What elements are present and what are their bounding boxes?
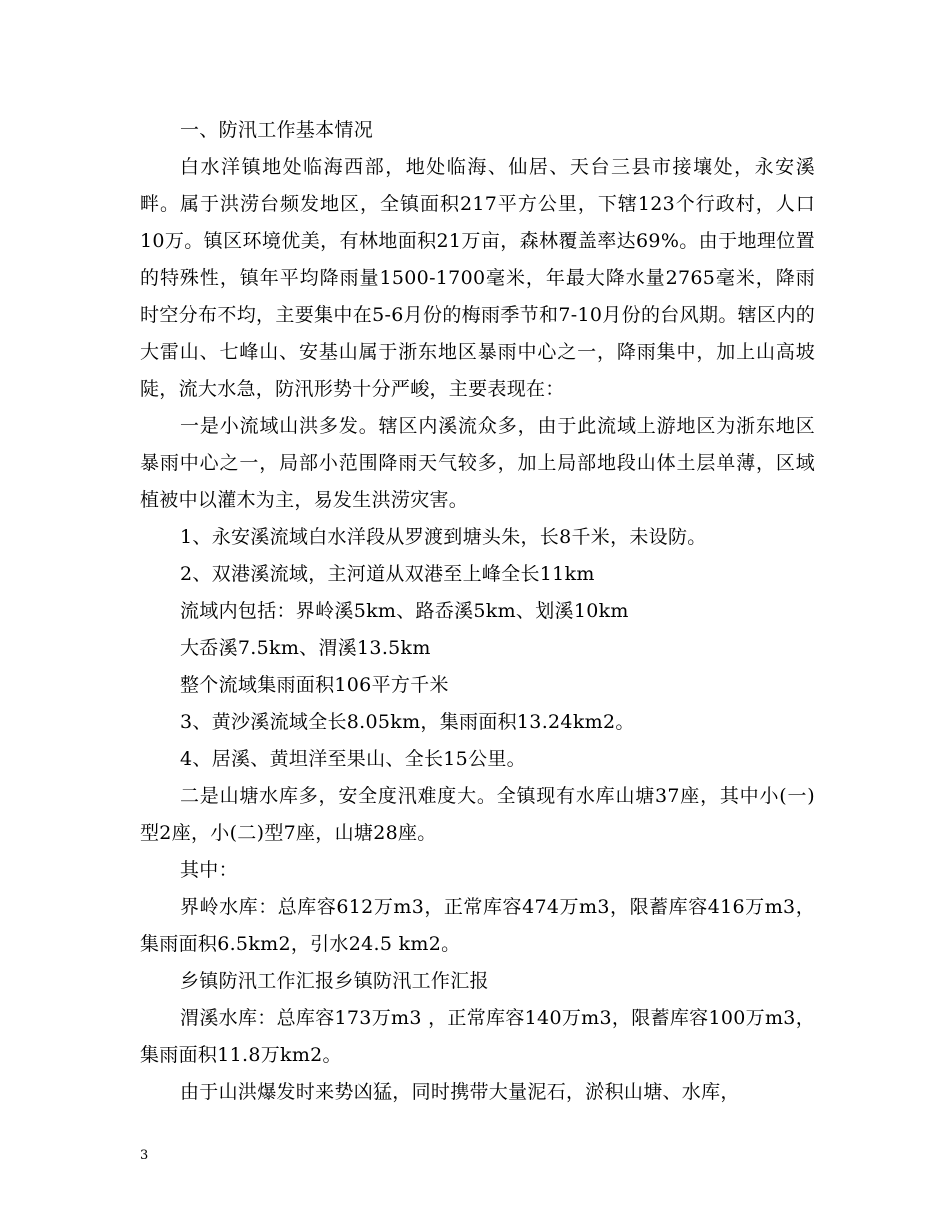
paragraph-point-one: 一是小流域山洪多发。辖区内溪流众多，由于此流域上游地区为浙东地区暴雨中心之一，局部小范围降雨天气较多，加上局部地段山体土层单薄，区域植被中以灌木为主，易发生洪涝灾害。: [140, 415, 815, 511]
paragraph-flash-flood: 由于山洪爆发时来势凶猛，同时携带大量泥石，淤积山塘、水库，: [180, 1081, 740, 1103]
list-item-shuanggang-stream: 2、双港溪流域，主河道从双港至上峰全长11km: [180, 563, 595, 585]
paragraph-report-title-repeat: 乡镇防汛工作汇报乡镇防汛工作汇报: [180, 970, 489, 992]
paragraph-point-two: 二是山塘水库多，安全度汛难度大。全镇现有水库山塘37座，其中小(一)型2座，小(二)型7座，山塘28座。: [140, 785, 815, 844]
list-item-yongan-stream: 1、永安溪流域白水洋段从罗渡到塘头朱，长8千米，未设防。: [180, 526, 707, 548]
paragraph-weixi-reservoir: 渭溪水库：总库容173万m3 ，正常库容140万m3，限蓄库容100万m3，集雨面积11.8万km2。: [140, 1007, 815, 1066]
list-item-huangsha-stream: 3、黄沙溪流域全长8.05km，集雨面积13.24km2。: [180, 711, 635, 733]
section-heading: 一、防汛工作基本情况: [180, 119, 374, 141]
body-text: [140, 112, 815, 1111]
page-number: 3: [140, 1148, 149, 1163]
paragraph-tributaries-continued: 大岙溪7.5km、渭溪13.5km: [180, 637, 431, 659]
paragraph-tributaries: 流域内包括：界岭溪5km、路岙溪5km、划溪10km: [180, 600, 629, 622]
paragraph-among-them: 其中：: [180, 859, 238, 881]
paragraph-catchment-area: 整个流域集雨面积106平方千米: [180, 674, 449, 696]
paragraph-jieling-reservoir: 界岭水库：总库容612万m3，正常库容474万m3，限蓄库容416万m3，集雨面积6.5km2，引水24.5 km2。: [140, 896, 815, 955]
paragraph-overview: 白水洋镇地处临海西部，地处临海、仙居、天台三县市接壤处，永安溪畔。属于洪涝台频发地区，全镇面积217平方公里，下辖123个行政村，人口10万。镇区环境优美，有林地面积21万亩，森林覆盖率达69%。由于地理位置的特殊性，镇年平均降雨量1500-1700毫米，年最大降水量2765毫米，降雨时空分布不均，主要集中在5-6月份的梅雨季节和7-10月份的台风期。辖区内的大雷山、七峰山、安基山属于浙东地区暴雨中心之一，降雨集中，加上山高坡陡，流大水急，防汛形势十分严峻，主要表现在：: [140, 156, 815, 400]
list-item-ju-stream: 4、居溪、黄坦洋至果山、全长15公里。: [180, 748, 526, 770]
